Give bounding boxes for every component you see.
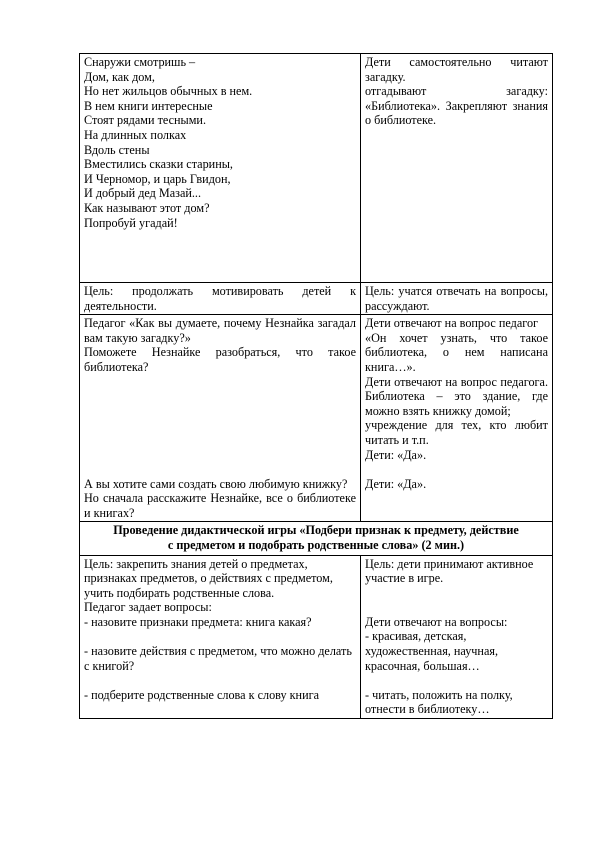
table-cell-right [361,283,553,315]
paragraph: Дети самостоятельно читают загадку. [365,55,552,84]
table-cell-right [361,555,553,718]
paragraph: Дети отвечают на вопрос педагога. Библиотека – это здание, где можно взять книжку домой; [365,374,552,418]
paragraph: Дети: «Да». [365,476,427,491]
riddle-line: И добрый дед Мазай... [84,186,202,201]
riddle-line: На длинных полках [84,127,187,142]
goal-text: Цель: учатся отвечать на вопросы, рассуждают. [365,284,552,313]
paragraph: Поможете Незнайке разобраться, что такое библиотека? [84,345,360,374]
riddle-line: В нем книги интересные [84,98,213,113]
table-cell-left [80,283,361,315]
document-page [79,53,552,719]
spacer [84,630,356,645]
table-cell-left [80,315,361,522]
paragraph: - назовите действия с предметом, что можно делать с книгой? [84,644,355,673]
paragraph: Педагог задает вопросы: [84,600,212,615]
paragraph: - красивая, детская, художественная, научная, красочная, большая… [365,629,502,673]
goal-text: Цель: продолжать мотивировать детей к деятельности. [84,284,360,313]
paragraph: Дети отвечают на вопросы: [365,614,508,629]
paragraph: «Он хочет узнать, что такое библиотека, о нем написана книга…». [365,330,552,374]
spacer [365,586,548,615]
riddle-line: Снаружи смотришь – [84,55,196,69]
spacer [84,375,356,477]
paragraph: Цель: дети принимают активное участие в игре. [365,556,537,586]
paragraph: Дети: «Да». [365,447,427,462]
riddle-line: Стоят рядами тесными. [84,113,207,128]
section-heading: Проведение дидактической игры «Подбери признак к предмету, действие с предметом и подобрать родственные слова» (2 мин.) [80,522,553,555]
paragraph: Цель: закрепить знания детей о предметах, признаках предметов, о действиях с предметом, учить подбирать родственные слова. [84,556,336,600]
riddle-line: Попробуй угадай! [84,215,178,230]
riddle-line: И Черномор, и царь Гвидон, [84,171,231,186]
table-cell-left [80,555,361,718]
paragraph: А вы хотите сами создать свою любимую книжку? [84,476,348,491]
paragraph: - читать, положить на полку, отнести в библиотеку… [365,687,516,717]
riddle-line: Вдоль стены [84,142,150,157]
paragraph: Но сначала расскажите Незнайке, все о библиотеке и книгах? [84,491,360,520]
riddle-line: Дом, как дом, [84,69,155,84]
paragraph: - подберите родственные слова к слову книга [84,687,320,702]
paragraph: Педагог «Как вы думаете, почему Незнайка загадал вам такую загадку?» [84,316,360,345]
table-row [80,315,553,522]
table-row [80,283,553,315]
paragraph: отгадывают загадку: «Библиотека». Закрепляют знания о библиотеке. [365,84,552,128]
riddle-line: Вместились сказки старины, [84,157,233,172]
spacer [365,673,548,688]
table-cell-right [361,54,553,283]
lesson-plan-table [79,53,553,719]
riddle-line: Но нет жильцов обычных в нем. [84,84,253,99]
table-row [80,54,553,283]
paragraph: Дети отвечают на вопрос педагог [365,316,539,331]
table-cell-right [361,315,553,522]
spacer [365,462,548,477]
paragraph: учреждение для тех, кто любит читать и т.п. [365,418,552,447]
table-cell-left [80,54,361,283]
riddle-line: Как называют этот дом? [84,200,210,215]
spacer [84,673,356,688]
table-row [80,522,553,555]
paragraph: - назовите признаки предмета: книга какая? [84,614,312,629]
table-row [80,555,553,718]
